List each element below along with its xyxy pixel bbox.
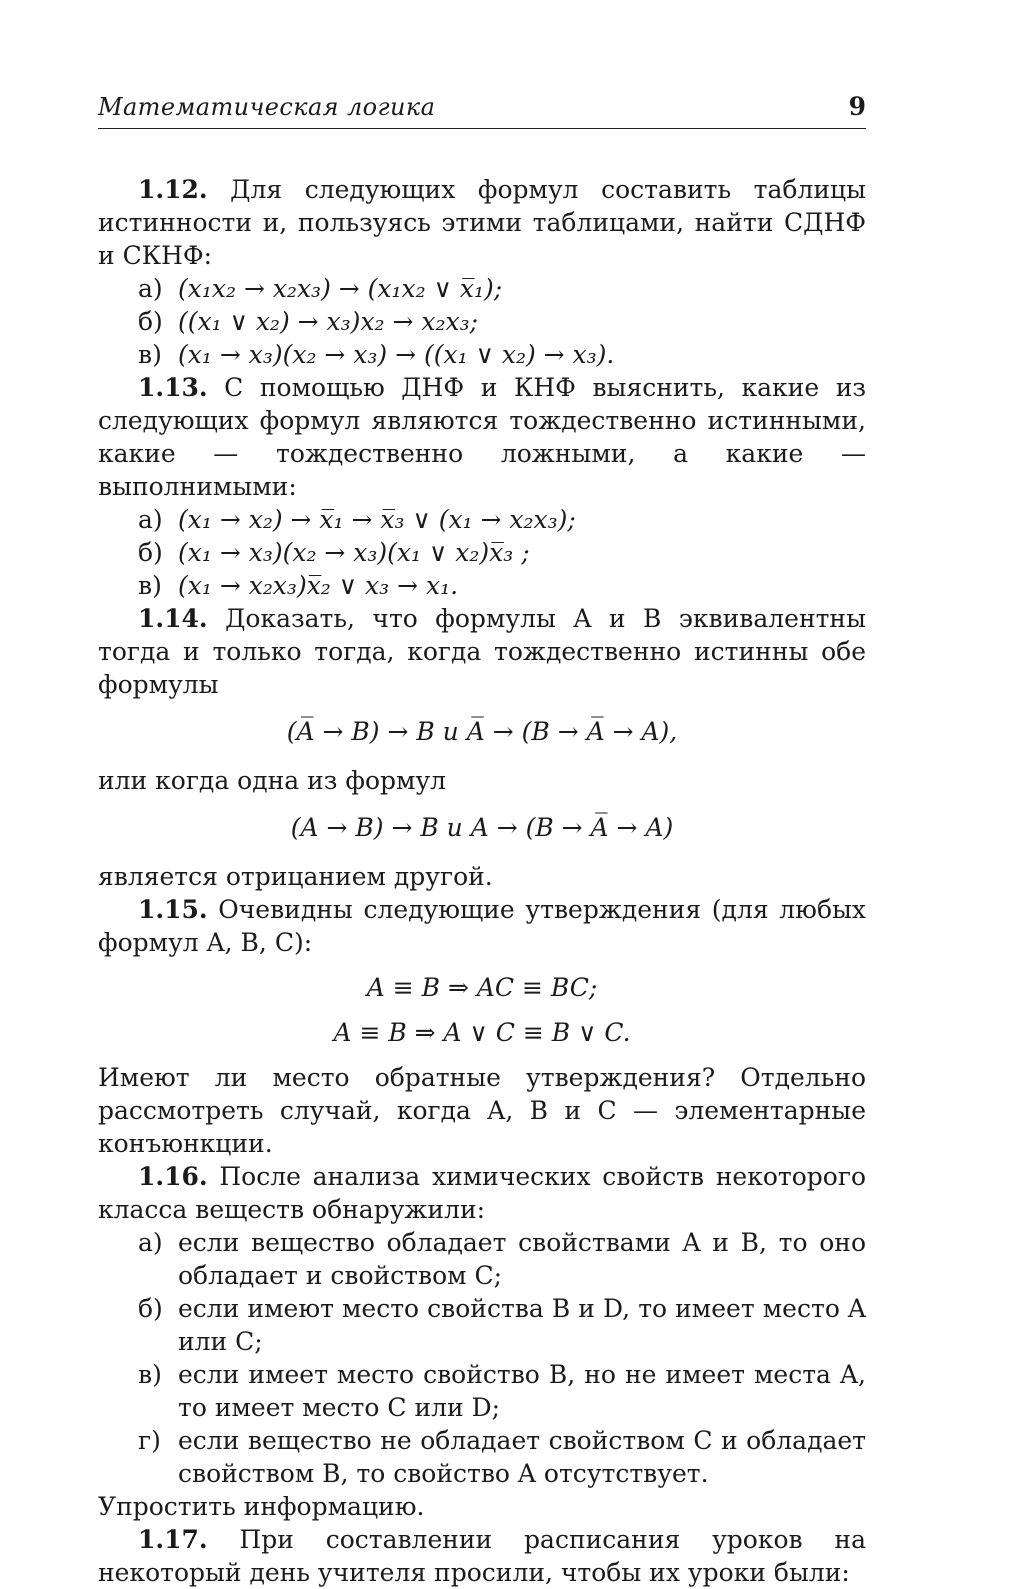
formula: (x₁x₂ → x₂x₃) → (x₁x₂ ∨ x̅₁); (178, 274, 503, 303)
problem-1-13 (98, 371, 866, 503)
formula: (x₁ → x₃)(x₂ → x₃)(x₁ ∨ x₂)x̅₃ ; (178, 538, 530, 567)
page-number: 9 (848, 92, 866, 121)
formula: ((x₁ ∨ x₂) → x₃)x₂ → x₂x₃; (178, 307, 479, 336)
item-label: а) (138, 505, 163, 534)
problem-text: С помощью ДНФ и КНФ выяснить, какие из следующих формул являются тождественно истинными, какие — тождественно ложными, а какие — выполнимыми: (98, 373, 866, 501)
list-item (98, 305, 866, 338)
running-title: Математическая логика (98, 93, 436, 121)
equation: A ≡ B ⇒ A ∨ C ≡ B ∨ C. (333, 1018, 631, 1047)
paragraph-text: Имеют ли место обратные утверждения? Отдельно рассмотреть случай, когда A, B и C — элементарные конъюнкции. (98, 1063, 866, 1158)
list-item (98, 338, 866, 371)
problem-text: Очевидны следующие утверждения (для любых формул A, B, C): (98, 895, 866, 957)
item-label: б) (138, 1294, 163, 1323)
problem-text: Доказать, что формулы A и B эквивалентны тогда и только тогда, когда тождественно истинны обе формулы (98, 604, 866, 699)
list-item (98, 569, 866, 602)
problem-1-16 (98, 1160, 866, 1226)
problem-1-12 (98, 173, 866, 272)
display-formula: (A → B) → B и A → (B → A̅ → A) (290, 813, 674, 842)
page-body (98, 173, 866, 1589)
problem-text: После анализа химических свойств некоторого класса веществ обнаружили: (98, 1162, 866, 1224)
item-text: если имеют место свойства B и D, то имеет место A или C; (178, 1294, 866, 1356)
item-label: а) (138, 274, 163, 303)
paragraph-text: является отрицанием другой. (98, 862, 493, 891)
list-item (98, 536, 866, 569)
paragraph-text: Упростить информацию. (98, 1492, 425, 1521)
list-item (98, 1424, 866, 1490)
problem-1-15 (98, 893, 866, 959)
formula: (x₁ → x₃)(x₂ → x₃) → ((x₁ ∨ x₂) → x₃). (178, 340, 615, 369)
problem-number: 1.16. (138, 1162, 208, 1191)
running-header (98, 92, 866, 129)
problem-number: 1.14. (138, 604, 208, 633)
item-label: б) (138, 307, 163, 336)
list-item (98, 1292, 866, 1358)
item-label: в) (138, 1360, 162, 1389)
problem-1-14 (98, 602, 866, 701)
item-label: а) (138, 1228, 163, 1257)
formula: (x₁ → x₂) → x̅₁ → x̅₃ ∨ (x₁ → x₂x₃); (178, 505, 576, 534)
list-item (98, 503, 866, 536)
formula: (x₁ → x₂x₃)x̅₂ ∨ x₃ → x₁. (178, 571, 459, 600)
list-item (98, 1226, 866, 1292)
display-formula: (A̅ → B) → B и A̅ → (B → A̅ → A), (286, 717, 678, 746)
item-label: г) (138, 1426, 161, 1455)
problem-number: 1.12. (138, 175, 208, 204)
item-label: в) (138, 340, 162, 369)
item-label: б) (138, 538, 163, 567)
list-item (98, 272, 866, 305)
problem-text: При составлении расписания уроков на некоторый день учителя просили, чтобы их уроки были: (98, 1525, 866, 1587)
book-page (98, 92, 866, 1589)
item-text: если вещество обладает свойствами A и B, то оно обладает и свойством C; (178, 1228, 866, 1290)
problem-number: 1.15. (138, 895, 208, 924)
problem-1-17 (98, 1523, 866, 1589)
problem-text: Для следующих формул составить таблицы истинности и, пользуясь этими таблицами, найти СДНФ и СКНФ: (98, 175, 866, 270)
equation: A ≡ B ⇒ AC ≡ BC; (366, 973, 598, 1002)
item-text: если вещество не обладает свойством C и обладает свойством B, то свойство A отсутствует. (178, 1426, 866, 1488)
item-text: если имеет место свойство B, но не имеет места A, то имеет место C или D; (178, 1360, 866, 1422)
problem-number: 1.17. (138, 1525, 208, 1554)
list-item (98, 1358, 866, 1424)
item-label: в) (138, 571, 162, 600)
problem-number: 1.13. (138, 373, 208, 402)
paragraph-text: или когда одна из формул (98, 766, 447, 795)
